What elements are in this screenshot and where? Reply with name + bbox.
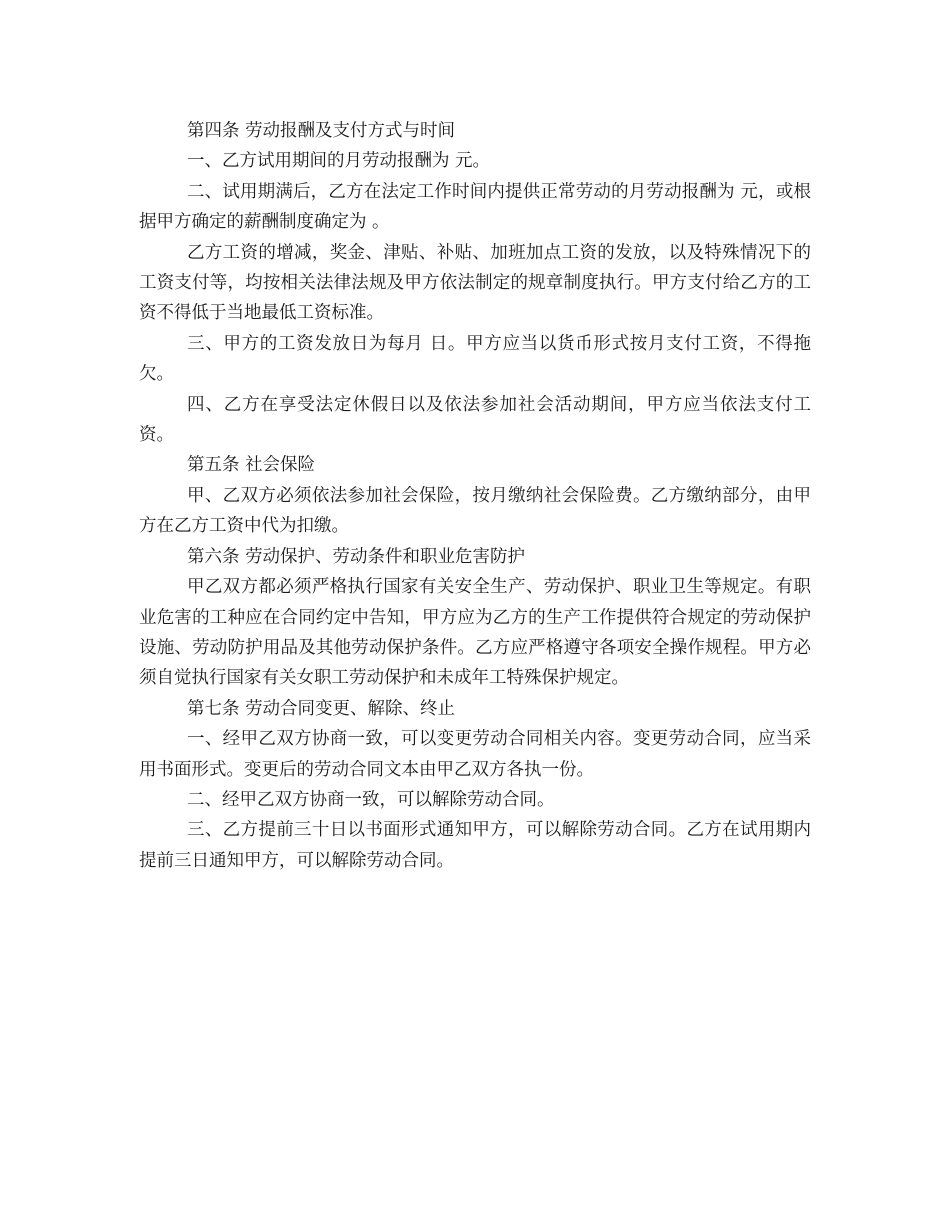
document-body (139, 116, 811, 876)
article-4-clause-3: 三、甲方的工资发放日为每月 日。甲方应当以货币形式按月支付工资，不得拖欠。 (139, 333, 811, 385)
article-7-heading: 第七条 劳动合同变更、解除、终止 (187, 698, 456, 719)
article-5-heading: 第五条 社会保险 (187, 455, 316, 476)
article-4-clause-4: 四、乙方在享受法定休假日以及依法参加社会活动期间，甲方应当依法支付工资。 (139, 394, 811, 446)
article-5-body: 甲、乙双方必须依法参加社会保险，按月缴纳社会保险费。乙方缴纳部分，由甲方在乙方工资中代为扣缴。 (139, 485, 811, 537)
article-6-body: 甲乙双方都必须严格执行国家有关安全生产、劳动保护、职业卫生等规定。有职业危害的工种应在合同约定中告知，甲方应为乙方的生产工作提供符合规定的劳动保护设施、劳动防护用品及其他劳动保护条件。乙方应严格遵守各项安全操作规程。甲方必须自觉执行国家有关女职工劳动保护和未成年工特殊保护规定。 (139, 577, 811, 689)
article-6-heading: 第六条 劳动保护、劳动条件和职业危害防护 (187, 546, 526, 567)
article-7-clause-3: 三、乙方提前三十日以书面形式通知甲方，可以解除劳动合同。乙方在试用期内提前三日通知甲方，可以解除劳动合同。 (139, 820, 811, 871)
article-4-clause-2-detail: 乙方工资的增减，奖金、津贴、补贴、加班加点工资的发放，以及特殊情况下的工资支付等，均按相关法律法规及甲方依法制定的规章制度执行。甲方支付给乙方的工资不得低于当地最低工资标准。 (139, 242, 811, 324)
article-4-heading: 第四条 劳动报酬及支付方式与时间 (187, 121, 456, 141)
article-7-clause-1: 一、经甲乙双方协商一致，可以变更劳动合同相关内容。变更劳动合同，应当采用书面形式。变更后的劳动合同文本由甲乙双方各执一份。 (139, 729, 811, 780)
article-4-clause-2: 二、试用期满后，乙方在法定工作时间内提供正常劳动的月劳动报酬为 元，或根据甲方确定的薪酬制度确定为 。 (139, 181, 811, 233)
article-7-clause-2: 二、经甲乙双方协商一致，可以解除劳动合同。 (187, 789, 555, 810)
article-4-clause-1: 一、乙方试用期间的月劳动报酬为 元。 (187, 151, 491, 172)
